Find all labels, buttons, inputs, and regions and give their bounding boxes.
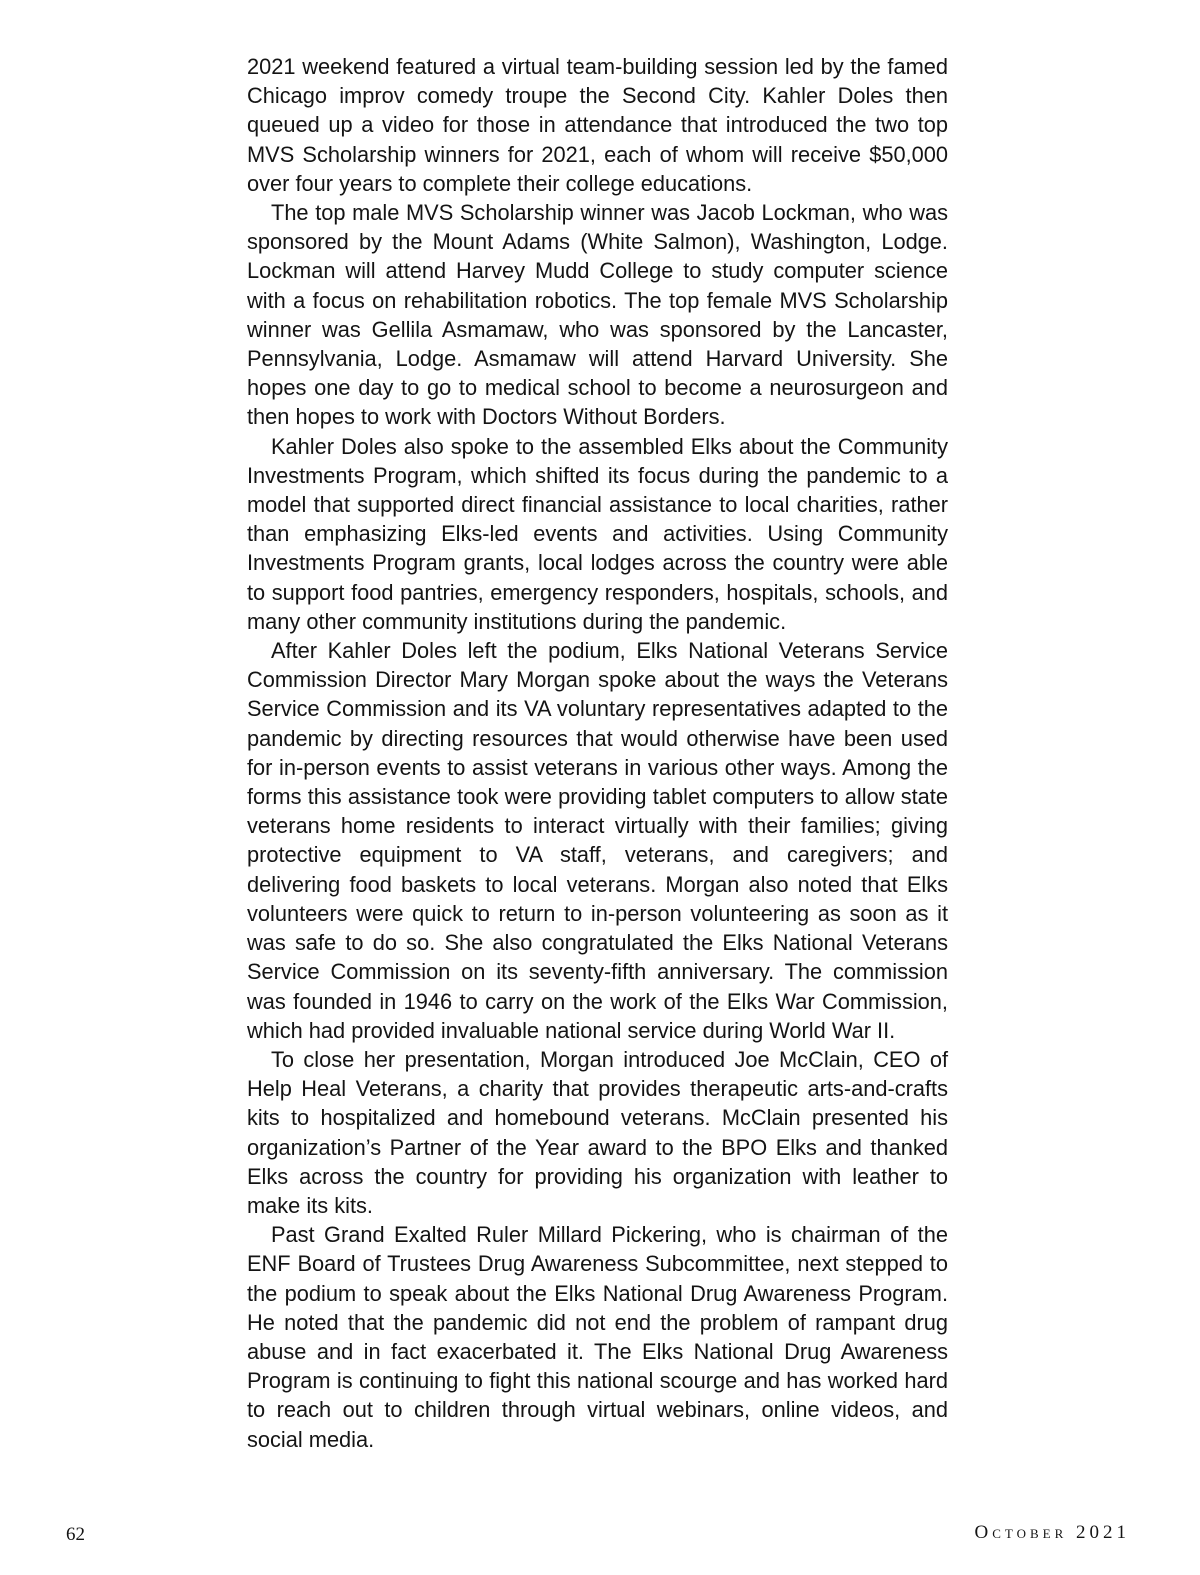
article-paragraph: To close her presentation, Morgan introduced Joe McClain, CEO of Help Heal Veterans, a charity that provides therapeutic arts-and-crafts kits to hospitalized and homebound veterans. McClain presented his organization’s Partner of the Year award to the BPO Elks and thanked Elks across the country for providing his organization with leather to make its kits. [247, 1046, 948, 1218]
article-paragraph: Past Grand Exalted Ruler Millard Pickering, who is chairman of the ENF Board of Trustees Drug Awareness Subcommittee, next stepped to the podium to speak about the Elks National Drug Awareness Program. He noted that the pandemic did not end the problem of rampant drug abuse and in fact exacerbated it. The Elks National Drug Awareness Program is continuing to fight this national scourge and has worked hard to reach out to children through virtual webinars, online videos, and social media. [247, 1222, 948, 1452]
article-paragraph: Kahler Doles also spoke to the assembled Elks about the Community Investments Program, which shifted its focus during the pandemic to a model that supported direct financial assistance to local charities, rather than emphasizing Elks-led events and activities. Using Community Investments Program grants, local lodges across the country were able to support food pantries, emergency responders, hospitals, schools, and many other community institutions during the pandemic. [247, 433, 948, 634]
page-number: 62 [66, 1524, 85, 1545]
article-body [247, 52, 948, 1454]
article-paragraph: 2021 weekend featured a virtual team-building session led by the famed Chicago improv comedy troupe the Second City. Kahler Doles then queued up a video for those in attendance that introduced the two top MVS Scholarship winners for 2021, each of whom will receive $50,000 over four years to complete their college educations. [247, 54, 948, 196]
article-paragraph: After Kahler Doles left the podium, Elks National Veterans Service Commission Director Mary Morgan spoke about the ways the Veterans Service Commission and its VA voluntary representatives adapted to the pandemic by directing resources that would otherwise have been used for in-person events to assist veterans in various other ways. Among the forms this assistance took were providing tablet computers to allow state veterans home residents to interact virtually with their families; giving protective equipment to VA staff, veterans, and caregivers; and delivering food baskets to local veterans. Morgan also noted that Elks volunteers were quick to return to in-person volunteering as soon as it was safe to do so. She also congratulated the Elks National Veterans Service Commission on its seventy-fifth anniversary. The commission was founded in 1946 to carry on the work of the Elks War Commission, which had provided invaluable national service during World War II. [247, 638, 948, 1043]
issue-date: October 2021 [974, 1522, 1130, 1543]
article-paragraph: The top male MVS Scholarship winner was Jacob Lockman, who was sponsored by the Mount Adams (White Salmon), Washington, Lodge. Lockman will attend Harvey Mudd College to study computer science with a focus on rehabilitation robotics. The top female MVS Scholarship winner was Gellila Asmamaw, who was sponsored by the Lancaster, Pennsylvania, Lodge. Asmamaw will attend Harvard University. She hopes one day to go to medical school to become a neurosurgeon and then hopes to work with Doctors Without Borders. [247, 200, 948, 430]
